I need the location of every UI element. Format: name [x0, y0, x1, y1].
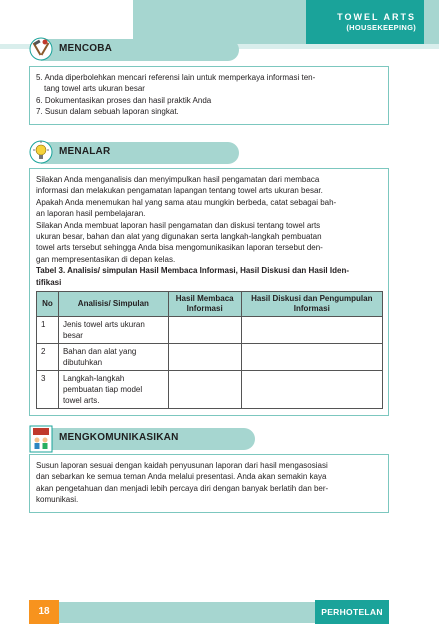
mencoba-textbox [29, 66, 389, 125]
cell-text: besar [62, 331, 83, 341]
cell-discussion[interactable] [241, 371, 382, 409]
cell-text: pembuatan tiap model [62, 385, 143, 395]
mencoba-line: tang towel arts ukuran besar [44, 84, 145, 94]
cell-analysis [58, 371, 168, 409]
komunikasi-line: Susun laporan sesuai dengan kaidah penyusunan laporan dari hasil mengasosiasi [36, 461, 328, 470]
menalar-line: an laporan hasil pembelajaran. [36, 209, 146, 219]
cell-text: dibutuhkan [62, 358, 103, 368]
cell-no: 1 [37, 317, 59, 344]
mengkomunikasikan-textbox [29, 454, 389, 513]
table-caption: tifikasi [36, 277, 62, 287]
menalar-line: ukuran besar, bahan dan alat yang digunakan serta langkah-langkah pembuatan [36, 232, 322, 242]
table-row [37, 317, 383, 344]
cell-no: 3 [37, 371, 59, 409]
menalar-line: Silakan Anda membuat laporan hasil pengamatan dan diskusi tentang towel arts [36, 220, 321, 230]
page-number: 18 [29, 600, 59, 624]
cell-analysis [58, 344, 168, 371]
menalar-textbox [29, 168, 389, 416]
menalar-line: towel arts tersebut sehingga Anda bisa mengomunikasikan laporan tersebut den- [36, 243, 323, 253]
cell-reading[interactable] [168, 317, 241, 344]
table-header-row [37, 292, 383, 317]
presentation-icon [29, 425, 53, 453]
lightbulb-icon [29, 139, 53, 167]
cell-discussion[interactable] [241, 344, 382, 371]
col-header-no: No [37, 292, 59, 317]
komunikasi-line: komunikasi. [36, 495, 79, 505]
col-header-discussion: Hasil Diskusi dan Pengumpulan Informasi [241, 292, 382, 317]
menalar-line: Apakah Anda menemukan hal yang sama atau mungkin berbeda, catat sebagai bah- [36, 197, 337, 207]
col-header-analysis: Analisis/ Simpulan [58, 292, 168, 317]
cell-reading[interactable] [168, 371, 241, 409]
table-caption: Tabel 3. Analisis/ simpulan Hasil Membaca Informasi, Hasil Diskusi dan Hasil Iden- [36, 266, 349, 276]
menalar-line: gan mempresentasikan di depan kelas. [36, 254, 176, 264]
section-title: MENGKOMUNIKASIKAN [59, 432, 179, 443]
cell-text: Langkah-langkah [62, 374, 125, 384]
book-title: PERHOTELAN [315, 600, 389, 624]
cell-discussion[interactable] [241, 317, 382, 344]
section-header-mengkomunikasikan [29, 428, 255, 450]
komunikasi-line: akan pengetahuan dan menjadi lebih percaya diri dengan banyak berlatih dan ber- [36, 483, 329, 493]
cell-reading[interactable] [168, 344, 241, 371]
section-header-menalar [29, 142, 239, 164]
table-row [37, 344, 383, 371]
analysis-table [36, 291, 383, 409]
table-row [37, 371, 383, 409]
section-title: MENCOBA [59, 43, 113, 54]
cell-no: 2 [37, 344, 59, 371]
menalar-line: Silakan Anda menganalisis dan menyimpulkan hasil pengamatan dari membaca [36, 175, 320, 184]
header-subject: TOWEL ARTS [337, 12, 416, 22]
cell-text: Bahan dan alat yang [62, 347, 137, 357]
cell-text: towel arts. [62, 396, 100, 406]
tools-icon [29, 36, 53, 64]
header-white-block [0, 0, 133, 44]
mencoba-line: 5. Anda diperbolehkan mencari referensi lain untuk memperkaya informasi ten- [36, 73, 316, 82]
header-category: (HOUSEKEEPING) [346, 23, 416, 32]
section-header-mencoba [29, 39, 239, 61]
menalar-line: informasi dan melakukan pengamatan lapangan tentang towel arts ukuran besar. [36, 186, 323, 196]
section-title: MENALAR [59, 146, 111, 157]
cell-analysis [58, 317, 168, 344]
mencoba-line: 7. Susun dalam sebuah laporan singkat. [36, 107, 179, 117]
cell-text: Jenis towel arts ukuran [62, 320, 145, 330]
mencoba-line: 6. Dokumentasikan proses dan hasil praktik Anda [36, 95, 212, 105]
header-subject-tab [306, 0, 424, 44]
col-header-reading: Hasil Membaca Informasi [168, 292, 241, 317]
komunikasi-line: dan sebarkan ke semua teman Anda melalui presentasi. Anda akan semakin kaya [36, 472, 327, 482]
